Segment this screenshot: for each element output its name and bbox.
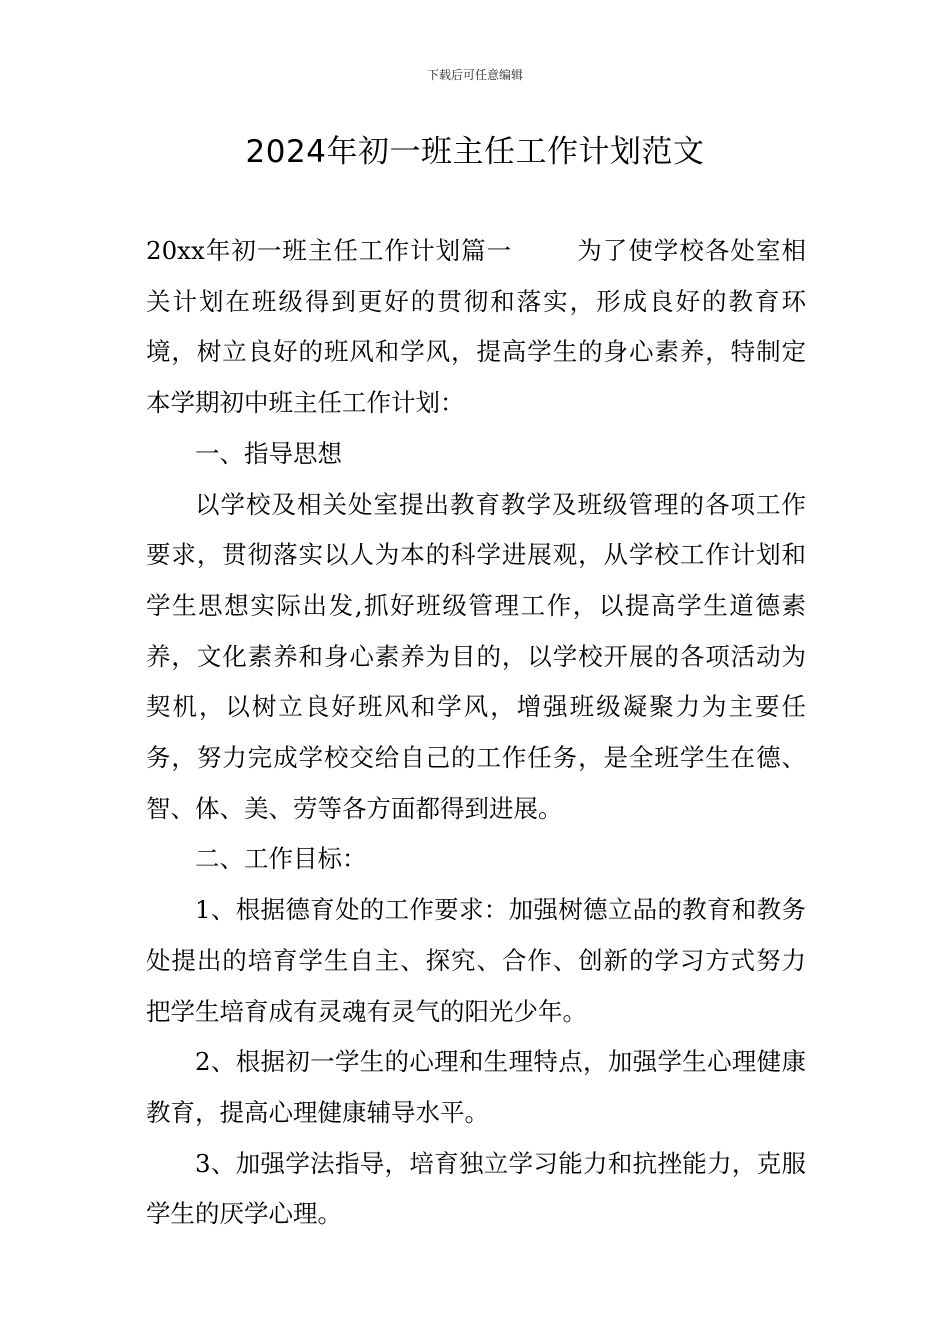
paragraph-guiding-thought: 以学校及相关处室提出教育教学及班级管理的各项工作要求，贯彻落实以人为本的科学进展观，从学校工作计划和学生思想实际出发,抓好班级管理工作，以提高学生道德素养，文化素养和身心素养为目的，以学校开展的各项活动为契机，以树立良好班风和学风，增强班级凝聚力为主要任务，努力完成学校交给自己的工作任务，是全班学生在德、智、体、美、劳等各方面都得到进展。 [146,489,806,823]
goal-item-3: 3、加强学法指导，培育独立学习能力和抗挫能力，克服学生的厌学心理。 [146,1148,806,1229]
goal-item-2: 2、根据初一学生的心理和生理特点，加强学生心理健康教育，提高心理健康辅导水平。 [146,1047,806,1127]
document-title: 2024年初一班主任工作计划范文 [245,134,705,170]
section-heading-guiding-thought: 一、指导思想 [195,438,342,468]
intro-text: 为了使学校各处室相关计划在班级得到更好的贯彻和落实，形成良好的教育环境，树立良好的班风和学风，提高学生的身心素养，特制定本学期初中班主任工作计划： [146,236,806,418]
header-note: 下载后可任意编辑 [426,68,523,82]
section-heading-work-goals: 二、工作目标： [195,844,367,874]
document-body [146,226,806,1240]
intro-paragraph [146,226,806,429]
goal-item-1: 1、根据德育处的工作要求：加强树德立品的教育和教务处提出的培育学生自主、探究、合作、创新的学习方式努力把学生培育成有灵魂有灵气的阳光少年。 [146,895,806,1026]
intro-lead: 20xx年初一班主任工作计划篇一 [146,236,513,265]
